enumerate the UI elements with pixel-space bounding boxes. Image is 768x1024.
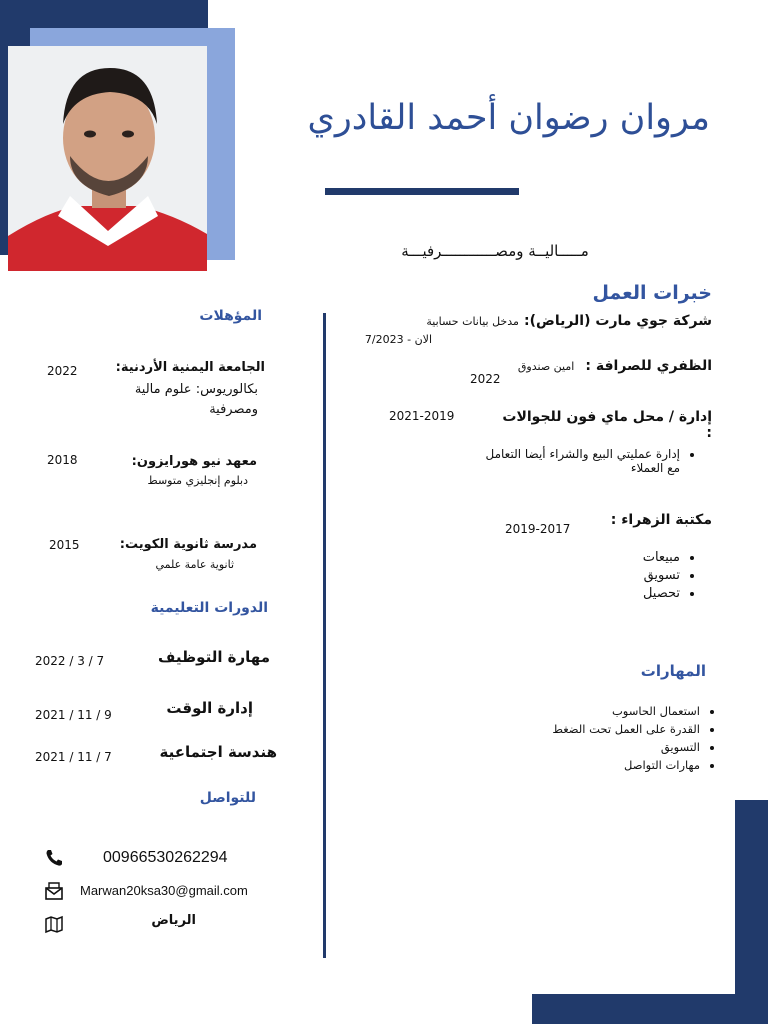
qualifications-heading: المؤهلات	[199, 308, 262, 324]
qualification-3-year: 2015	[49, 538, 80, 552]
qualification-1-school: الجامعة اليمنية الأردنية:	[115, 360, 265, 375]
bottom-right-navy-bar	[532, 994, 768, 1024]
job-1	[340, 310, 712, 329]
qualification-1-degree: بكالوريوس: علوم مالية ومصرفية	[134, 382, 258, 417]
phone-icon	[44, 848, 64, 872]
page-title: مروان رضوان أحمد القادري	[307, 98, 710, 138]
job-4-period: 2019-2017	[505, 522, 571, 536]
job-role: امين صندوق	[517, 360, 575, 373]
job-3-bullets	[470, 447, 698, 478]
course-3-name: هندسة اجتماعية	[159, 743, 277, 761]
email-address[interactable]: Marwan20ksa30@gmail.com	[80, 883, 248, 898]
job-3-period: 2021-2019	[389, 409, 455, 423]
skills-list	[500, 704, 718, 776]
qualification-1-year: 2022	[47, 364, 78, 378]
skills-heading: المهارات	[640, 662, 706, 680]
job-role: مدخل بيانات حسابية	[426, 315, 519, 328]
qualification-2-year: 2018	[47, 453, 78, 467]
job-company: الظفري للصرافة :	[585, 358, 712, 374]
job-2	[340, 355, 712, 374]
qualification-3-school: مدرسة ثانوية الكويت:	[119, 537, 257, 552]
qualification-3-degree: ثانوية عامة علمي	[155, 558, 234, 571]
left-navy-strip	[0, 0, 8, 255]
course-3-date: 2021 / 11 / 7	[35, 750, 112, 764]
list-item: • مبيعات	[560, 550, 680, 565]
course-2-name: إدارة الوقت	[166, 699, 253, 717]
column-divider	[323, 313, 326, 958]
course-1-name: مهارة التوظيف	[158, 648, 270, 666]
person-photo-icon	[8, 46, 207, 271]
course-1-date: 2022 / 3 / 7	[35, 654, 105, 668]
mail-icon	[44, 881, 64, 905]
list-item: • تسويق	[560, 568, 680, 583]
list-item: • استعمال الحاسوب	[500, 704, 700, 719]
job-3-company: إدارة / محل ماي فون للجوالات :	[502, 409, 712, 441]
job-4-company: مكتبة الزهراء :	[610, 512, 712, 528]
contact-heading: للتواصل	[199, 790, 256, 806]
job-company: شركة جوي مارت (الرياض):	[524, 313, 712, 329]
qualification-2-school: معهد نيو هورايزون:	[131, 454, 257, 469]
list-item: • القدرة على العمل تحت الضغط	[500, 722, 700, 737]
course-2-date: 2021 / 11 / 9	[35, 708, 112, 722]
qualification-2-degree: دبلوم إنجليزي متوسط	[147, 474, 248, 487]
experience-heading: خبرات العمل	[592, 282, 712, 304]
profile-photo	[8, 46, 207, 271]
list-item: • مهارات التواصل	[500, 758, 700, 773]
job-4-bullets	[560, 550, 698, 604]
list-item: • تحصيل	[560, 586, 680, 601]
courses-heading: الدورات التعليمية	[150, 600, 268, 616]
list-item: • إدارة عمليتي البيع والشراء أيضا التعامل مع العملاء	[470, 447, 680, 475]
list-item: • التسويق	[500, 740, 700, 755]
city: الرياض	[151, 913, 196, 928]
job-2-period: 2022	[470, 372, 501, 386]
job-1-period: الان - 7/2023	[364, 333, 432, 346]
bottom-right-navy-block	[735, 800, 768, 1024]
subtitle: مـــــاليــة ومصــــــــــــرفيـــة	[401, 242, 589, 260]
title-underline	[325, 188, 519, 195]
map-icon	[44, 914, 64, 938]
phone-number[interactable]: 00966530262294	[103, 849, 228, 866]
